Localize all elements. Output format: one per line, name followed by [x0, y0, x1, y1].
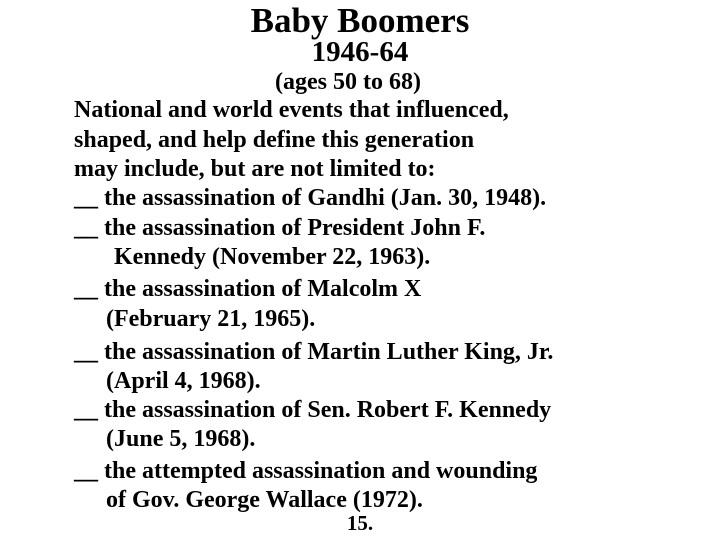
event-item-1 — [74, 186, 546, 210]
intro-line-1: National and world events that influenced, — [74, 97, 509, 123]
event-item-4 — [74, 340, 553, 364]
event-item-text: the assassination of President John F. — [104, 215, 486, 241]
event-item-marker: __ — [74, 339, 98, 365]
event-item-5-continuation: (June 5, 1968). — [106, 426, 256, 452]
event-item-6 — [74, 459, 537, 483]
event-item-marker: __ — [74, 185, 98, 211]
event-item-5 — [74, 398, 551, 422]
event-item-text: the attempted assassination and wounding — [104, 458, 538, 484]
page-number: 15. — [346, 511, 374, 535]
slide-ages: (ages 50 to 68) — [275, 69, 421, 95]
intro-line-2: shaped, and help define this generation — [74, 127, 475, 153]
event-item-text: the assassination of Gandhi (Jan. 30, 1948). — [104, 185, 547, 211]
event-item-4-continuation: (April 4, 1968). — [106, 368, 261, 394]
event-item-3-continuation: (February 21, 1965). — [106, 306, 316, 332]
event-item-text: the assassination of Sen. Robert F. Kennedy — [104, 397, 552, 423]
event-item-6-continuation: of Gov. George Wallace (1972). — [106, 487, 423, 513]
event-item-text: the assassination of Malcolm X — [104, 276, 422, 302]
event-item-marker: __ — [74, 276, 98, 302]
slide-title: Baby Boomers — [250, 1, 470, 40]
event-item-marker: __ — [74, 215, 98, 241]
event-item-2-continuation: Kennedy (November 22, 1963). — [114, 244, 431, 270]
event-item-marker: __ — [74, 458, 98, 484]
event-item-text: the assassination of Martin Luther King, Jr. — [104, 339, 554, 365]
slide-years: 1946-64 — [311, 36, 409, 68]
intro-line-3: may include, but are not limited to: — [74, 156, 436, 182]
event-item-3 — [74, 277, 421, 301]
event-item-marker: __ — [74, 397, 98, 423]
event-item-2 — [74, 216, 485, 240]
